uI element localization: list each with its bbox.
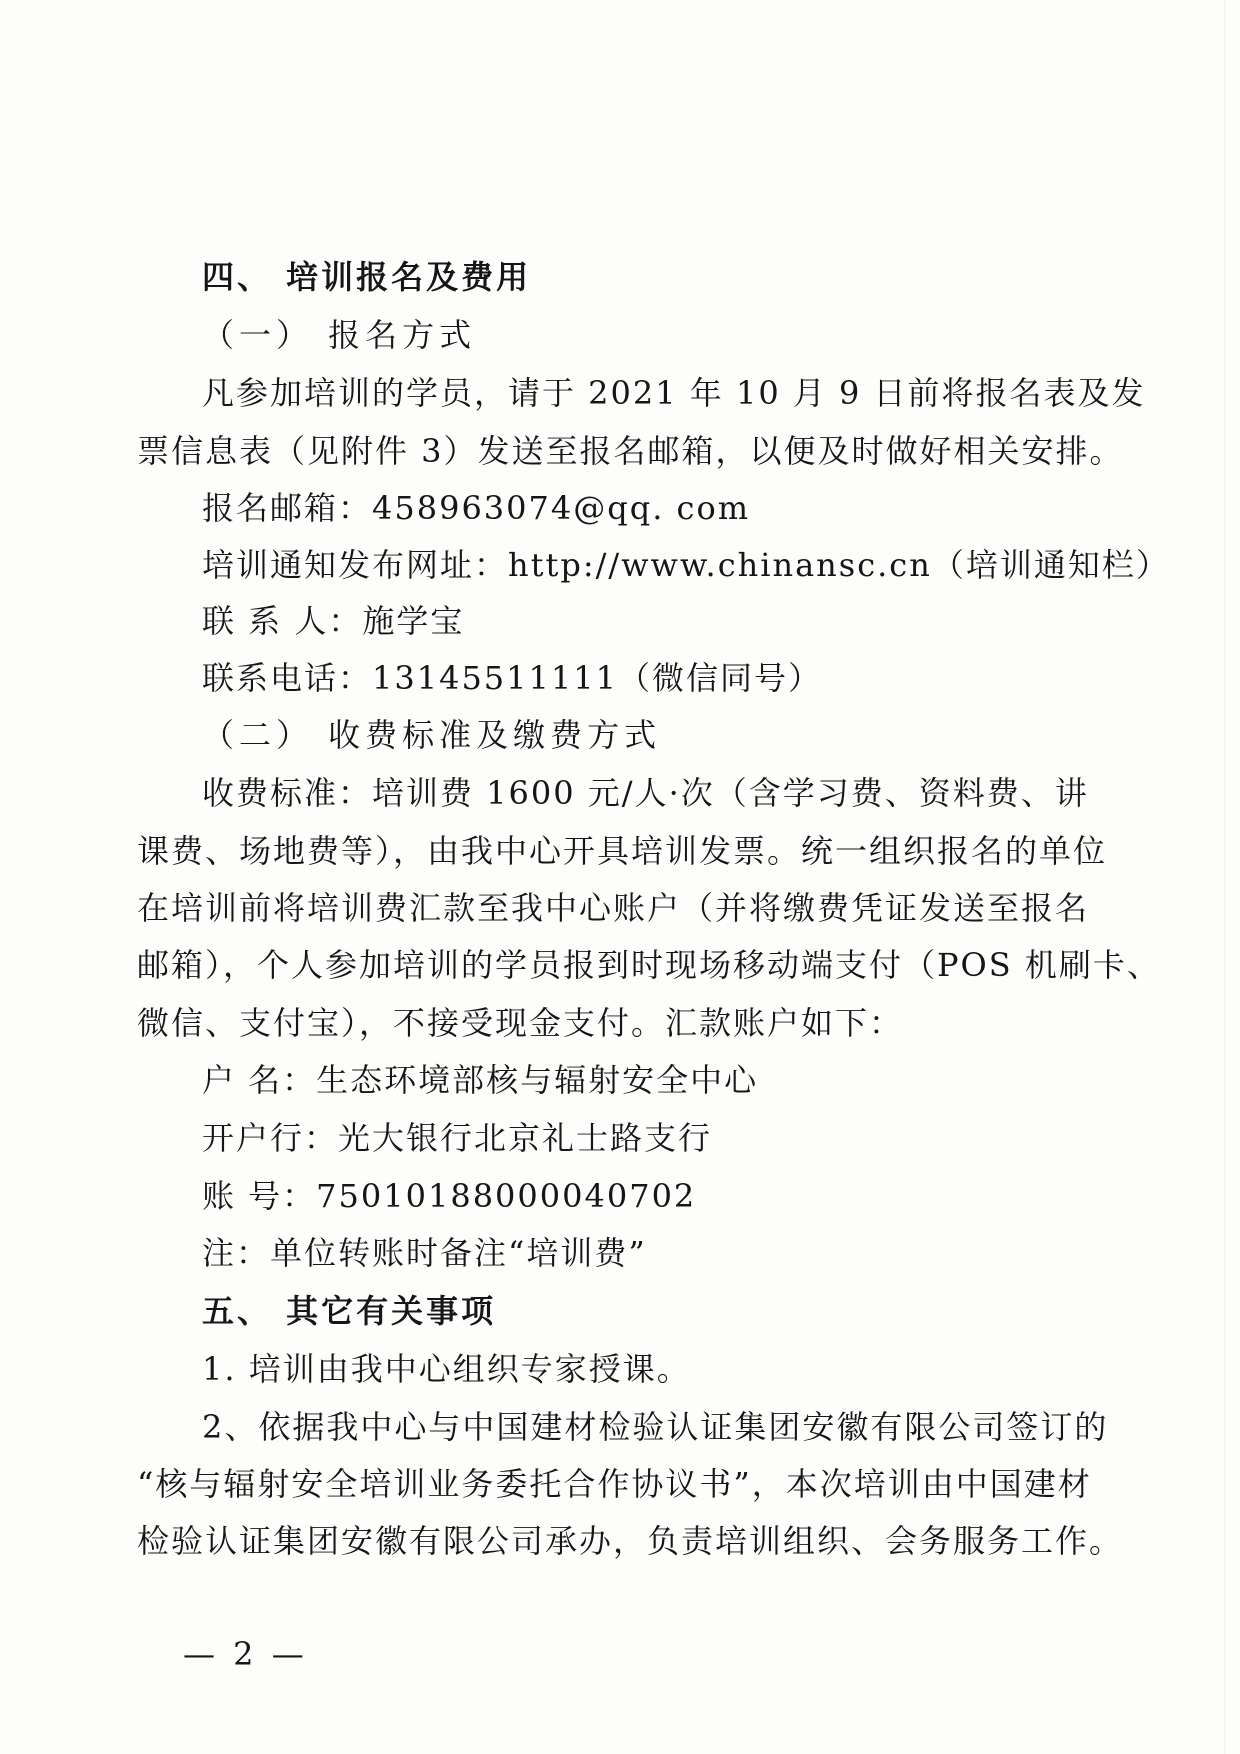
paragraph-line: 课费、场地费等），由我中心开具培训发票。统一组织报名的单位	[137, 832, 1108, 870]
page-number: — 2 —	[183, 1635, 308, 1673]
paragraph-line: “核与辐射安全培训业务委托合作协议书”，本次培训由中国建材	[137, 1465, 1092, 1503]
paragraph-line: 凡参加培训的学员，请于 2021 年 10 月 9 日前将报名表及发	[202, 374, 1146, 412]
paragraph-line: 邮箱），个人参加培训的学员报到时现场移动端支付（POS 机刷卡、	[137, 946, 1161, 984]
registration-email: 报名邮箱：458963074@qq. com	[202, 489, 751, 527]
subheading-registration-method: （一） 报名方式	[202, 316, 477, 354]
section-heading-registration-fees: 四、 培训报名及费用	[202, 258, 532, 296]
paragraph-line: 微信、支付宝），不接受现金支付。汇款账户如下：	[137, 1004, 904, 1042]
account-name: 户 名：生态环境部核与辐射安全中心	[202, 1061, 759, 1099]
list-item: 1. 培训由我中心组织专家授课。	[202, 1350, 691, 1388]
notice-website: 培训通知发布网址：http://www.chinansc.cn（培训通知栏）	[202, 546, 1170, 584]
subheading-fee-payment: （二） 收费标准及缴费方式	[202, 716, 662, 754]
paragraph-line: 收费标准：培训费 1600 元/人·次（含学习费、资料费、讲	[202, 774, 1089, 812]
section-heading-other-matters: 五、 其它有关事项	[202, 1292, 497, 1330]
account-number: 账 号：75010188000040702	[202, 1177, 697, 1215]
scan-edge	[1224, 0, 1226, 1754]
paragraph-line: 检验认证集团安徽有限公司承办，负责培训组织、会务服务工作。	[137, 1522, 1124, 1560]
transfer-note: 注：单位转账时备注“培训费”	[202, 1234, 647, 1272]
list-item: 2、依据我中心与中国建材检验认证集团安徽有限公司签订的	[202, 1408, 1109, 1446]
contact-phone: 联系电话：13145511111（微信同号）	[202, 659, 822, 697]
contact-person: 联 系 人：施学宝	[202, 602, 465, 640]
bank-name: 开户行：光大银行北京礼士路支行	[202, 1119, 713, 1157]
paragraph-line: 票信息表（见附件 3）发送至报名邮箱，以便及时做好相关安排。	[137, 432, 1124, 470]
paragraph-line: 在培训前将培训费汇款至我中心账户（并将缴费凭证发送至报名	[137, 889, 1090, 927]
